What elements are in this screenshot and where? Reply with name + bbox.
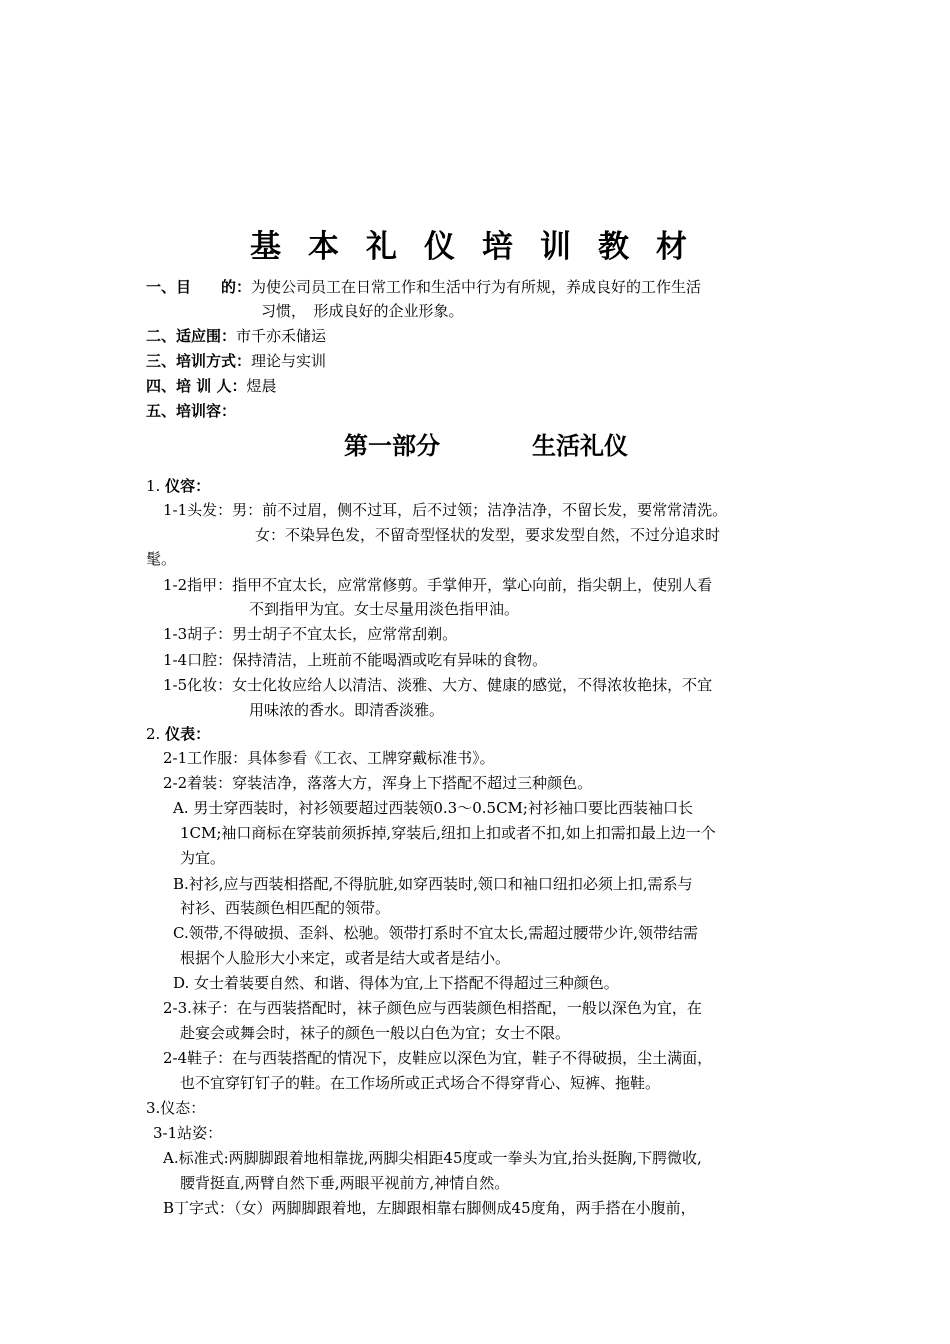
section-2-heading [146,724,210,744]
dress-a-line-1: A. 男士穿西装时，衬衫领要超过西装领0.3～0.5CM;衬衫袖口要比西装袖口长 [173,799,693,817]
section-3-heading: 3.仪态： [146,1099,206,1117]
nail-line-1: 1-2指甲：指甲不宜太长，应常常修剪。手掌伸开，掌心向前，指尖朝上，使别人看 [163,576,713,594]
trainer-row [146,376,276,396]
hair-line-3: 髦。 [146,550,177,568]
uniform-line: 2-1工作服：具体参看《工衣、工牌穿戴标准书》。 [163,749,495,767]
method-row [146,351,326,371]
purpose-text: 为使公司员工在日常工作和生活中行为有所规，养成良好的工作生活 [251,278,702,296]
part-name: 生活礼仪 [532,432,628,460]
nail-line-2: 不到指甲为宜。女士尽量用淡色指甲油。 [249,600,520,618]
mouth-line: 1-4口腔：保持清洁，上班前不能喝酒或吃有异味的食物。 [163,651,548,669]
dress-b-line-1: B.衬衫,应与西装相搭配,不得肮脏,如穿西装时,领口和袖口纽扣必须上扣,需系与 [173,875,693,893]
makeup-line-2: 用味浓的香水。即清香淡雅。 [249,701,445,719]
dress-b-line-2: 衬衫、西装颜色相匹配的领带。 [180,899,391,917]
part-number: 第一部分 [344,432,440,460]
dress-c-line-1: C.领带,不得破损、歪斜、松驰。领带打系时不宜太长,需超过腰带少许,领带结需 [173,924,699,942]
makeup-line-1: 1-5化妆：女士化妆应给人以清洁、淡雅、大方、健康的感觉，不得浓妆艳抹，不宜 [163,676,713,694]
trainer-label: 四、培 训 人： [146,377,247,395]
section-1-title: 仪容： [165,477,211,495]
purpose-text-cont: 习惯， 形成良好的企业形象。 [261,302,464,320]
scope-label: 二、适应围： [146,327,237,345]
trainer-value: 煜晨 [246,377,277,395]
scope-value: 市千亦禾储运 [236,327,327,345]
scope-row [146,326,326,346]
dress-c-line-2: 根据个人脸形大小来定，或者是结大或者是结小。 [180,949,511,967]
socks-line-1: 2-3.袜子：在与西装搭配时，袜子颜色应与西装颜色相搭配，一般以深色为宜，在 [163,999,702,1017]
stand-heading: 3-1站姿： [153,1124,223,1142]
section-2-number: 2. [146,725,161,743]
dress-line: 2-2着装：穿装洁净，落落大方，浑身上下搭配不超过三种颜色。 [163,774,593,792]
purpose-label: 一、目 的： [146,278,252,296]
stand-a-line-1: A.标准式:两脚脚跟着地相靠拢,两脚尖相距45度或一拳头为宜,抬头挺胸,下腭微收, [163,1149,702,1167]
method-value: 理论与实训 [251,352,327,370]
document-title: 基本礼仪培训教材 [250,229,714,265]
method-label: 三、培训方式： [146,352,252,370]
section-2-title: 仪表： [165,725,211,743]
hair-line-1: 1-1头发：男：前不过眉，侧不过耳，后不过领；洁净洁净，不留长发，要常常清洗。 [163,501,728,519]
content-label: 五、培训容： [146,402,237,420]
shoes-line-2: 也不宜穿钉钉子的鞋。在工作场所或正式场合不得穿背心、短裤、拖鞋。 [180,1074,661,1092]
dress-a-line-2: 1CM;袖口商标在穿装前须拆掉,穿装后,纽扣上扣或者不扣,如上扣需扣最上边一个 [180,824,716,842]
stand-a-line-2: 腰背挺直,两臂自然下垂,两眼平视前方,神情自然。 [180,1174,510,1192]
purpose-row [146,277,701,297]
dress-d-line: D. 女士着装要自然、和谐、得体为宜,上下搭配不得超过三种颜色。 [173,974,619,992]
stand-b-line-1: B丁字式：（女）两脚脚跟着地，左脚跟相靠右脚侧成45度角，两手搭在小腹前， [163,1199,696,1217]
dress-a-line-3: 为宜。 [180,849,226,867]
section-1-number: 1. [146,477,161,495]
hair-line-2: 女：不染异色发，不留奇型怪状的发型，要求发型自然，不过分追求时 [255,526,721,544]
section-1-heading [146,476,210,496]
socks-line-2: 赴宴会或舞会时，袜子的颜色一般以白色为宜；女士不限。 [180,1024,571,1042]
shoes-line-1: 2-4鞋子：在与西装搭配的情况下，皮鞋应以深色为宜，鞋子不得破损，尘土满面， [163,1049,713,1067]
beard-line: 1-3胡子：男士胡子不宜太长，应常常刮剃。 [163,625,458,643]
